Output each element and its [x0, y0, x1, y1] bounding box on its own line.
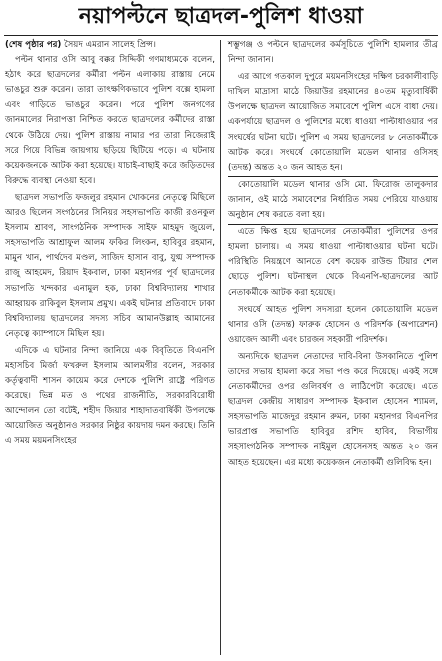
- paragraph: এতে ক্ষিপ্ত হয়ে ছাত্রদলের নেতাকর্মীরা পুলিশের ওপর হামলা চালায়। এ সময় ধাওয়া পাল্টাধাওয়ার ঘটনা ঘটে। পরিস্থিতি নিয়ন্ত্রণে আনতে বেশ কয়েক রাউন্ড টিয়ার শেল ছোড়ে পুলিশ। ঘটনাস্থল থেকে বিএনপি-ছাত্রদলের আট নেতাকর্মীকে আটক করা হয়েছে।: [228, 227, 438, 298]
- paragraph: এর আগে গতকাল দুপুরে ময়মনসিংহের দক্ষিণ চরকালীবাড়ি দাখিল মাদ্রাসা মাঠে জিয়াউর রহমানের ৪০তম মৃত্যুবার্ষিকী উপলক্ষে ছাত্রদল আয়োজিত সমাবেশে পুলিশ এসে বাধা দেয়। একপর্যায়ে ছাত্রদল ও পুলিশের মধ্যে ধাওয়া পাল্টাধাওয়ার পর সংঘর্ষের ঘটনা ঘটে। পুলিশ এ সময় ছাত্রদলের ৮ নেতাকর্মীকে আটক করে। সংঘর্ষে কোতোয়ালি মডেল থানার ওসিসহ (তদন্ত) অন্তত ২০ জন আহত হন।: [228, 72, 438, 173]
- column-divider: [220, 40, 221, 655]
- paragraph: শম্ভুগঞ্জ ও পল্টনে ছাত্রদলের কর্মসূচিতে পুলিশি হামলার তীব্র নিন্দা জানান।: [228, 40, 438, 66]
- headline: নয়াপল্টনে ছাত্রদল-পুলিশ ধাওয়া: [78, 3, 364, 29]
- boxed-paragraph: কোতোয়ালি মডেল থানার ওসি মো. ফিরোজ তালুকদার জানান, ওই মাঠে সমাবেশের নির্ধারিত সময় পেরিয়ে যাওয়ায় অনুষ্ঠান শেষ করতে বলা হয়।: [228, 176, 438, 225]
- paragraph: পল্টন থানার ওসি আবু বক্কর সিদ্দিকী গণমাধ্যমকে বলেন, হঠাৎ করে ছাত্রদলের কর্মীরা পল্টন এলাকায় রাস্তায় নেমে ভাঙচুর শুরু করেন। তারা তাৎক্ষণিকভাবে পুলিশ বক্সে হামলা এবং গাড়িতে ভাঙচুর করেন। পরে পুলিশ জনগণের জানমালের নিরাপত্তা নিশ্চিত করতে ছাত্রদলের কর্মীদের রাস্তা থেকে উঠিয়ে দেয়। পুলিশ রাস্তায় নামার পর তারা নিজেরাই সরে গিয়ে বিভিন্ন জায়গায় ছড়িয়ে ছিটিয়ে পড়ে। এ ঘটনায় কয়েকজনকে আটক করা হয়েছে। যাচাই-বাছাই করে জড়িতদের বিরুদ্ধে ব্যবস্থা নেওয়া হবে।: [5, 55, 215, 186]
- paragraph: ছাত্রদল সভাপতি ফজলুর রহমান খোকনের নেতৃত্বে মিছিলে আরও ছিলেন সংগঠনের সিনিয়র সহসভাপতি কাজী রওনকুল ইসলাম শ্রাবণ, সাংগঠনিক সম্পাদক সাইফ মাহমুদ জুয়েল, সহসভাপতি আশ্রাফুল আলম ফকির লিংকন, হাবিবুর রহমান, মামুন খান, পার্থদেব মণ্ডল, সাজিদ হাসান বাবু, যুগ্ম সম্পাদক রাজু আহমেদ, রিয়াদ ইকবাল, ঢাকা মহানগর পূর্ব ছাত্রদলের সভাপতি খন্দকার এনামুল হক, ঢাকা বিশ্ববিদ্যালয় শাখার আহ্বায়ক রাকিবুল ইসলাম প্রমুখ। একই ঘটনার প্রতিবাদে ঢাকা বিশ্ববিদ্যালয় ছাত্রদলের সদস্য সচিব আমানউল্লাহ আমানের নেতৃত্বে ক্যাম্পাসে মিছিল হয়।: [5, 192, 215, 339]
- right-column: [228, 38, 438, 471]
- paragraph: এদিকে এ ঘটনার নিন্দা জানিয়ে এক বিবৃতিতে বিএনপি মহাসচিব মির্জা ফখরুল ইসলাম আলমগীর বলেন, সরকার কর্তৃত্ববাদী শাসন কায়েম করে দেশকে পুলিশি রাষ্ট্রে পরিণত করেছে। ভিন্ন মত ও পথের রাজনীতি, সরকারবিরোধী আন্দোলন তো বটেই, শহীদ জিয়ার শাহাদাতবার্ষিকী উপলক্ষে আয়োজিত অনুষ্ঠানও সরকার নিষ্ঠুর কায়দায় দমন করছে। তিনি এ সময় ময়মনসিংহের: [5, 345, 215, 447]
- paragraph: অন্যদিকে ছাত্রদল নেতাদের দাবি-বিনা উসকানিতে পুলিশ তাদের সভায় হামলা করে সভা পণ্ড করে দিয়েছে। একই সঙ্গে নেতাকর্মীদের ওপর গুলিবর্ষণ ও লাঠিপেটা করেছে। এতে ছাত্রদল কেন্দ্রীয় সাধারণ সম্পাদক ইকবাল হোসেন শ্যামল, সহসভাপতি মাজেদুর রহমান রুমন, ঢাকা মহানগর বিএনপির ভারপ্রাপ্ত সভাপতি হাবিবুর রশিদ হাবিব, বিভাগীয় সহসাংগঠনিক সম্পাদক নাইমুল হোসেনসহ অন্তত ২০ জন আহত হয়েছেন। এর মধ্যে কয়েকজন নেতাকর্মী গুলিবিদ্ধ হন।: [228, 351, 438, 468]
- continuation-tag: (শেষ পৃষ্ঠার পর): [5, 40, 62, 50]
- headline-rule: [4, 35, 438, 36]
- paragraph: সংঘর্ষে আহত পুলিশ সদস্যরা হলেন কোতোয়ালি মডেল থানার ওসি (তদন্ত) ফারুক হোসেন ও পরিদর্শক (অপারেশন) ওয়াজেদ আলী এবং চারজন সহকারী পরিদর্শক।: [228, 304, 438, 345]
- left-column: [5, 38, 215, 450]
- continuation-line: [5, 38, 215, 53]
- byline: সৈয়দ এমরান সালেহ প্রিন্স।: [64, 40, 156, 50]
